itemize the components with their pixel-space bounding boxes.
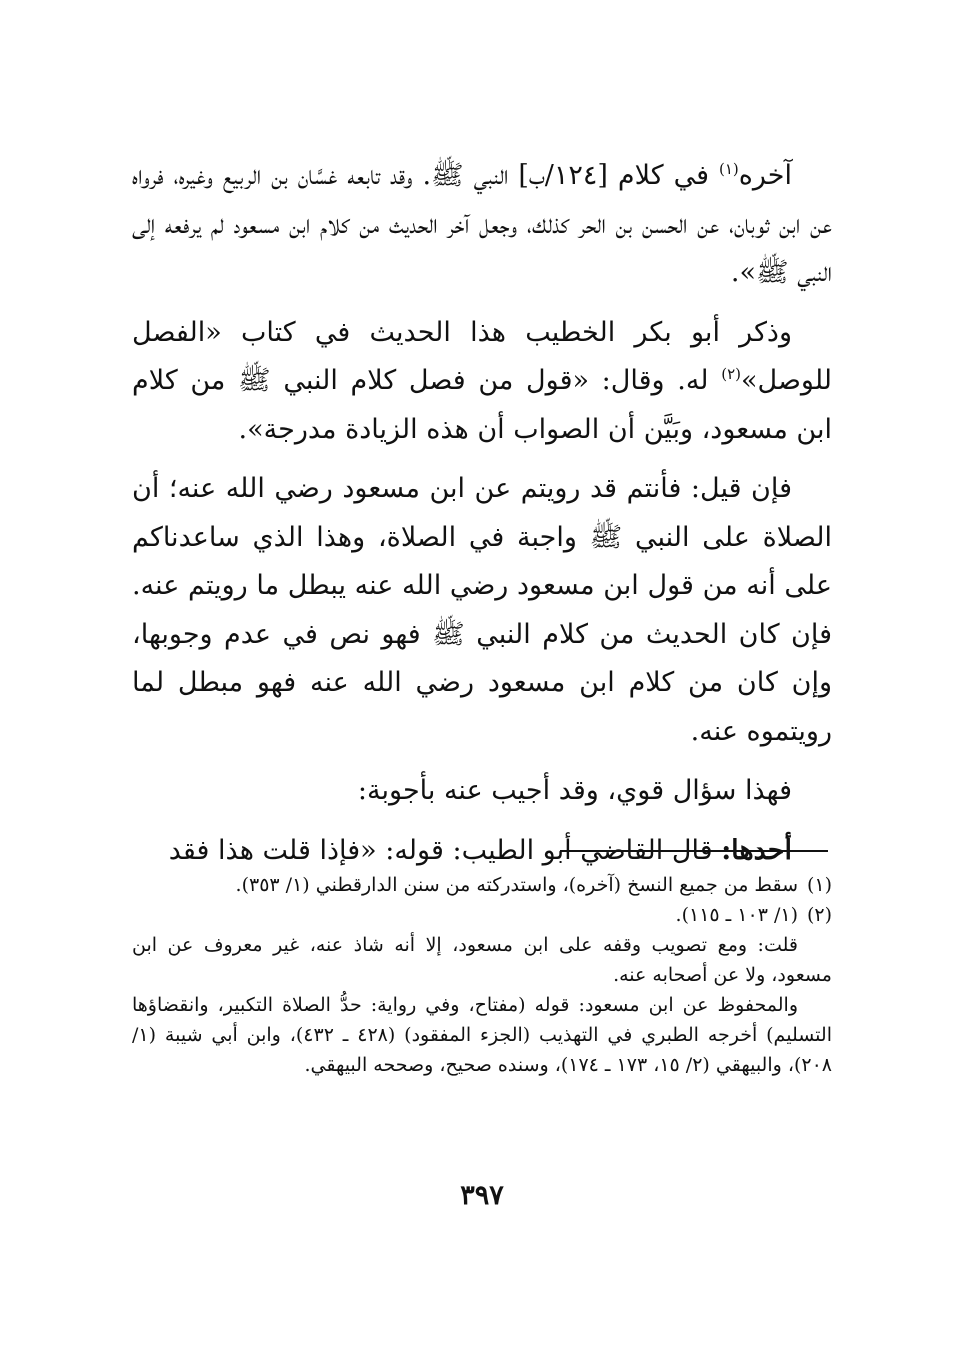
- paragraph-2-rest: له. وقال: «قول من فصل كلام النبي ﷺ من كلام ابن مسعود، وبَيَّن أن الصواب أن هذه الزيادة مدرجة».: [132, 365, 832, 445]
- footnote-divider: [560, 850, 828, 852]
- paragraph-1: [132, 152, 832, 298]
- paragraph-5-rest: قال القاضي أبو الطيب: قوله: «فإذا قلت هذا فقد: [168, 834, 722, 866]
- paragraph-5-bold-lead: أحدها:: [721, 834, 792, 866]
- footnote-ref-1: (١): [718, 160, 739, 178]
- footnote-1: [132, 870, 832, 900]
- footnote-ref-2: (٢): [721, 365, 741, 383]
- paragraph-2-start: وذكر أبو بكر الخطيب هذا الحديث في كتاب «الفصل للوصل»: [132, 316, 832, 396]
- footnote-2-text: (١/ ١٠٣ ـ ١١٥).: [675, 904, 798, 926]
- paragraph-4: فهذا سؤال قوي، وقد أجيب عنه بأجوبة:: [357, 775, 792, 806]
- paragraph-3: فإن قيل: فأنتم قد رويتم عن ابن مسعود رضي الله عنه؛ أن الصلاة على النبي ﷺ واجبة في الصلاة، وهذا الذي ساعدناكم على أنه من قول ابن مسعود رضي الله عنه يبطل ما رويتم عنه. فإن كان الحديث من كلام النبي ﷺ فهو نص في عدم وجوبها، وإن كان من كلام ابن مسعود رضي الله عنه فهو مبطل لما رويتموه عنه.: [132, 473, 832, 747]
- footnote-2-comment-1: قلت: ومع تصويب وقفه على ابن مسعود، إلا أنه شاذ عنه، غير معروف عن ابن مسعود، ولا عن أصحابه عنه.: [132, 934, 832, 986]
- paragraph-1-rest: في كلام [١٢٤/ب] النبي ﷺ. وقد تابعه غسَّان بن الربيع وغيره، فرواه عن ابن ثوبان، عن الحسن بن الحر كذلك، وجعل آخر الحديث من كلام ابن مسعود لم يرفعه إلى النبي ﷺ».: [132, 160, 832, 288]
- paragraph-1-start: آخره: [738, 160, 792, 191]
- footnote-1-number: (١): [806, 874, 832, 896]
- footnote-2: [132, 900, 832, 930]
- page-number: ٣٩٧: [460, 1180, 504, 1211]
- footnote-2-number: (٢): [806, 904, 832, 926]
- footnotes: [132, 870, 832, 1080]
- footnote-1-text: سقط من جميع النسخ (آخره)، واستدركته من سنن الدارقطني (١/ ٣٥٣).: [235, 874, 798, 896]
- main-text: [132, 152, 832, 875]
- footnote-2-comment-2: والمحفوظ عن ابن مسعود: قوله (مفتاح، وفي رواية: حدُّ الصلاة التكبير، وانقضاؤها التسليم) أخرجه الطبري في التهذيب (الجزء المفقود) (٤٢٨ ـ ٤٣٢)، وابن أبي شيبة (١/ ٢٠٨)، والبيهقي (٢/ ١٥، ١٧٣ ـ ١٧٤)، وسنده صحيح، وصححه البيهقي.: [132, 994, 832, 1076]
- paragraph-2: [132, 309, 832, 455]
